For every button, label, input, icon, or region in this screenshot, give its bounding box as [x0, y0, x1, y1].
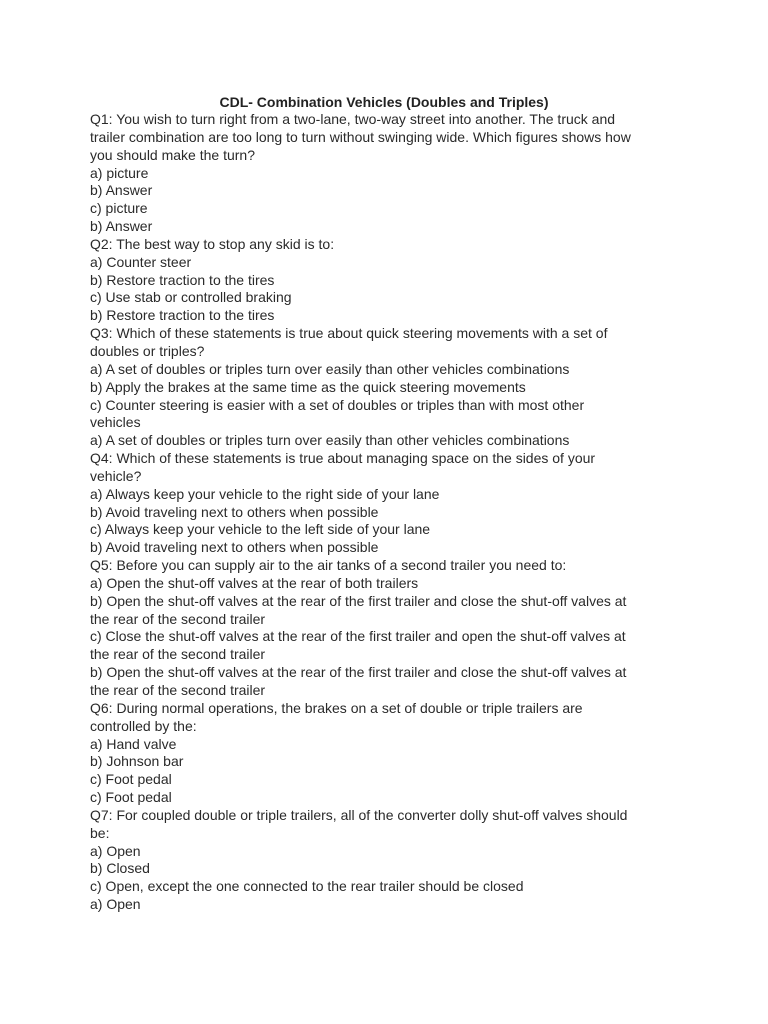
text-line: c) Foot pedal — [90, 789, 172, 806]
text-line: vehicle? — [90, 467, 142, 484]
text-line: c) Foot pedal — [90, 771, 172, 788]
text-line: b) Open the shut-off valves at the rear of the first trailer and close the shut-off valves at — [90, 592, 627, 609]
text-line: a) Open — [90, 842, 141, 859]
text-line: c) Always keep your vehicle to the left side of your lane — [90, 521, 431, 538]
text-line: c) Close the shut-off valves at the rear of the first trailer and open the shut-off valves at — [90, 628, 626, 645]
text-line: vehicles — [90, 414, 141, 431]
text-line: b) Johnson bar — [90, 753, 184, 770]
text-line: c) picture — [90, 200, 148, 217]
text-line: b) Answer — [90, 218, 153, 235]
text-line: doubles or triples? — [90, 342, 205, 359]
text-line: b) Avoid traveling next to others when possible — [90, 539, 379, 556]
text-line: be: — [90, 824, 110, 841]
text-line: a) A set of doubles or triples turn over easily than other vehicles combinations — [90, 360, 570, 377]
text-line: b) Closed — [90, 860, 150, 877]
text-line: a) Hand valve — [90, 735, 177, 752]
text-line: a) Always keep your vehicle to the right side of your lane — [90, 485, 440, 502]
text-line: a) picture — [90, 164, 149, 181]
text-line: Q7: For coupled double or triple trailers, all of the converter dolly shut-off valves should — [90, 806, 628, 823]
text-line: b) Open the shut-off valves at the rear of the first trailer and close the shut-off valves at — [90, 664, 627, 681]
text-line: c) Counter steering is easier with a set of doubles or triples than with most other — [90, 396, 585, 413]
text-line: c) Use stab or controlled braking — [90, 289, 292, 306]
text-line: the rear of the second trailer — [90, 610, 266, 627]
text-line: Q5: Before you can supply air to the air tanks of a second trailer you need to: — [90, 557, 567, 574]
text-line: b) Answer — [90, 182, 153, 199]
text-line: controlled by the: — [90, 717, 197, 734]
document-title: CDL- Combination Vehicles (Doubles and Triples) — [219, 94, 549, 110]
text-line: a) Open the shut-off valves at the rear of both trailers — [90, 574, 419, 591]
text-line: trailer combination are too long to turn without swinging wide. Which figures shows how — [90, 128, 631, 145]
text-line: b) Avoid traveling next to others when possible — [90, 503, 379, 520]
text-line: you should make the turn? — [90, 146, 255, 163]
text-line: Q3: Which of these statements is true about quick steering movements with a set of — [90, 325, 608, 342]
text-line: the rear of the second trailer — [90, 682, 266, 698]
text-line: c) Open, except the one connected to the rear trailer should be closed — [90, 878, 524, 895]
text-line: a) Counter steer — [90, 253, 192, 270]
text-line: the rear of the second trailer — [90, 646, 266, 663]
document-body — [90, 111, 690, 914]
text-line: b) Restore traction to the tires — [90, 307, 275, 324]
text-line: a) Open — [90, 896, 141, 913]
text-line: Q1: You wish to turn right from a two-lane, two-way street into another. The truck and — [90, 111, 616, 127]
text-line: a) A set of doubles or triples turn over easily than other vehicles combinations — [90, 432, 570, 449]
text-line: b) Apply the brakes at the same time as the quick steering movements — [90, 378, 526, 395]
text-line: Q2: The best way to stop any skid is to: — [90, 235, 335, 252]
text-line: b) Restore traction to the tires — [90, 271, 275, 288]
text-line: Q4: Which of these statements is true about managing space on the sides of your — [90, 450, 596, 467]
text-line: Q6: During normal operations, the brakes on a set of double or triple trailers are — [90, 699, 583, 716]
